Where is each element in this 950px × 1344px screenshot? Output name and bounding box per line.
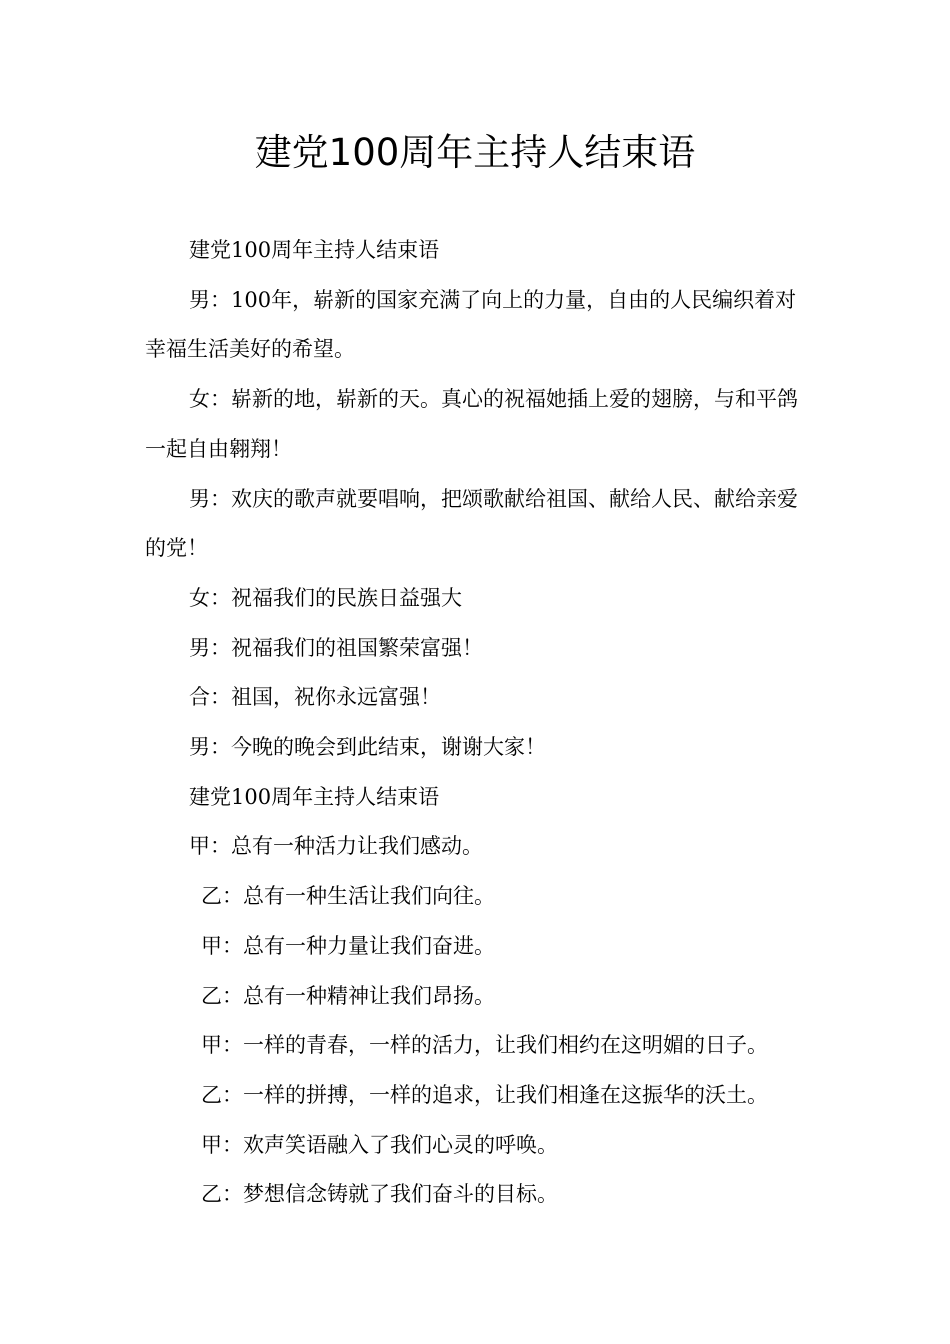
- paragraph-male-4: 男：今晚的晚会到此结束，谢谢大家！: [189, 735, 546, 760]
- paragraph-female-2: 女：祝福我们的民族日益强大: [189, 585, 462, 610]
- paragraph-jia-2: 甲：总有一种力量让我们奋进。: [201, 933, 495, 958]
- paragraph-female-1: 女：崭新的地，崭新的天。真心的祝福她插上爱的翅膀，与和平鸽一起自由翱翔！: [145, 387, 798, 461]
- paragraph-yi-4: 乙：梦想信念铸就了我们奋斗的目标。: [201, 1182, 558, 1207]
- paragraph-jia-4: 甲：欢声笑语融入了我们心灵的呼唤。: [201, 1132, 558, 1157]
- paragraph-together: 合：祖国，祝你永远富强！: [189, 685, 441, 710]
- paragraph-subtitle-2: 建党100周年主持人结束语: [189, 784, 440, 809]
- document-body: [145, 226, 810, 1220]
- paragraph-yi-1: 乙：总有一种生活让我们向往。: [201, 884, 495, 909]
- paragraph-yi-3: 乙：一样的拼搏，一样的追求，让我们相逢在这振华的沃土。: [201, 1082, 768, 1107]
- paragraph-yi-2: 乙：总有一种精神让我们昂扬。: [201, 983, 495, 1008]
- paragraph-jia-3: 甲：一样的青春，一样的活力，让我们相约在这明媚的日子。: [201, 1033, 768, 1058]
- document-title: 建党100周年主持人结束语: [254, 131, 696, 174]
- paragraph-male-3: 男：祝福我们的祖国繁荣富强！: [189, 635, 483, 660]
- paragraph-male-1: 男：100年，崭新的国家充满了向上的力量，自由的人民编织着对幸福生活美好的希望。: [145, 287, 797, 362]
- paragraph-subtitle-1: 建党100周年主持人结束语: [189, 238, 440, 262]
- paragraph-jia-1: 甲：总有一种活力让我们感动。: [189, 834, 483, 859]
- paragraph-male-2: 男：欢庆的歌声就要唱响，把颂歌献给祖国、献给人民、献给亲爱的党！: [145, 486, 798, 561]
